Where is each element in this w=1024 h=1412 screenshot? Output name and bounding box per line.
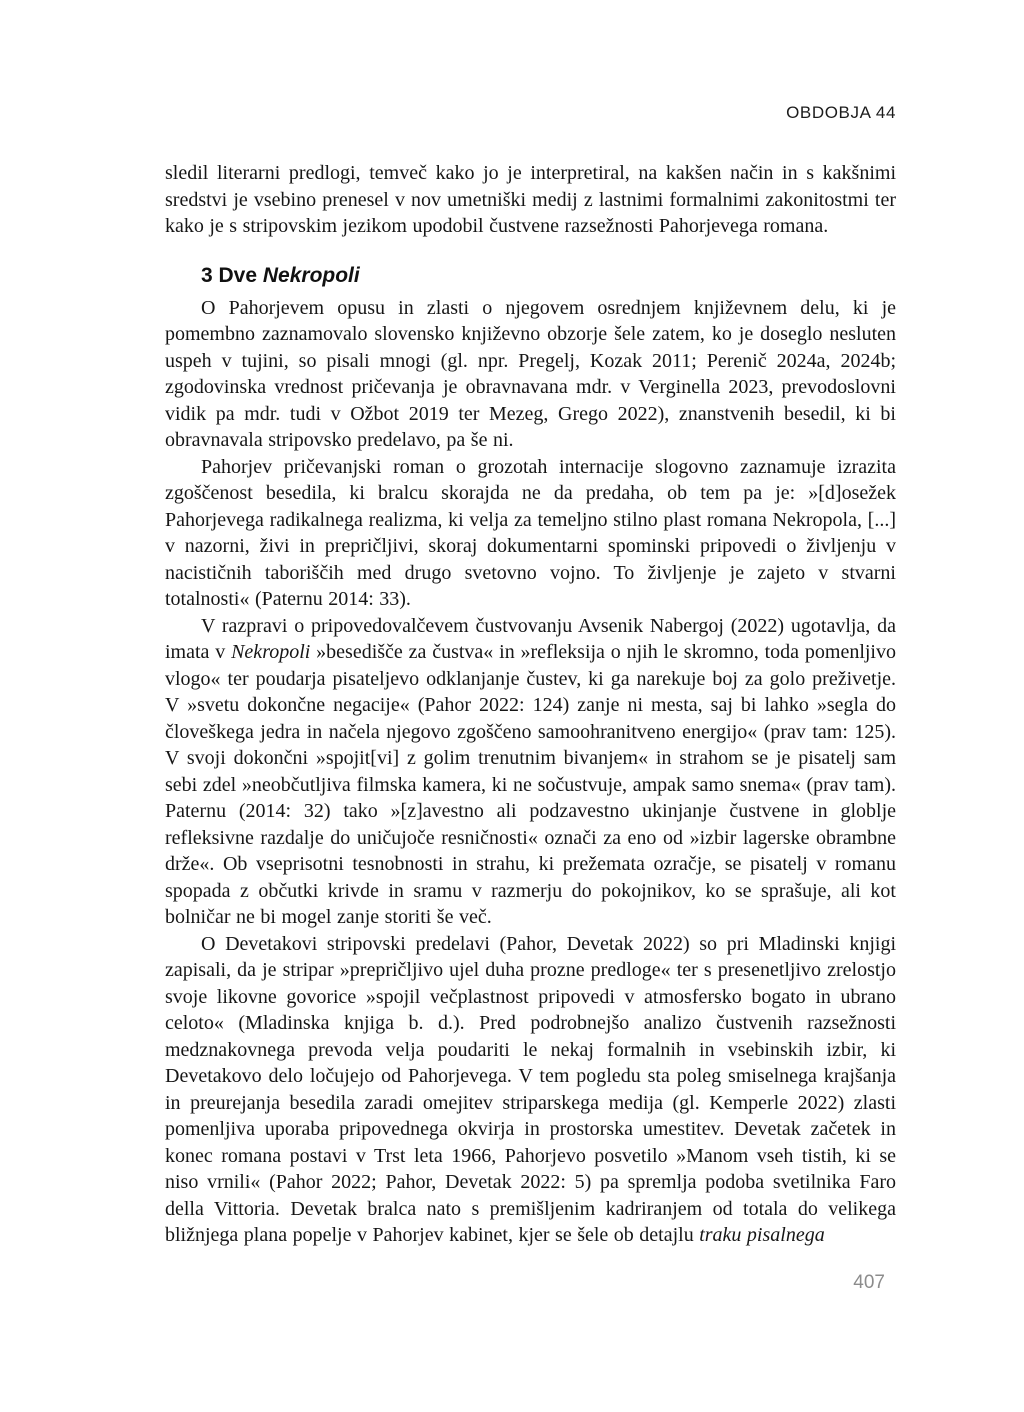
paragraph	[165, 295, 896, 454]
section-heading	[201, 263, 896, 289]
paragraph-text: Pahorjev pričevanjski roman o grozotah internacije slogovno zaznamuje izrazita zgoščenost besedila, ki bralcu skorajda ne da predaha, ob tem pa je: »[d]osežek Pahorjevega radikalnega realizma, ki velja za temeljno stilno plast romana Nekropola, [...] v nazorni, živi in prepričljivi, skoraj dokumentarni spominski pripovedi o življenju v nacističnih taboriščih med drugo svetovno vojno. To življenje je zajeto v stvarni totalnosti« (Paternu 2014: 33).	[165, 455, 896, 610]
paragraph	[165, 454, 896, 613]
paragraph-text: sledil literarni predlogi, temveč kako jo je interpretiral, na kakšen način in s kakšnimi sredstvi je vsebino prenesel v nov umetniški medij z lastnimi formalnimi zakonitostmi ter kako je s stripovskim jezikom upodobil čustvene razsežnosti Pahorjevega romana.	[165, 162, 896, 237]
article-body	[165, 160, 896, 1249]
paragraph	[165, 931, 896, 1249]
paragraph-text: O Devetakovi stripovski predelavi (Pahor, Devetak 2022) so pri Mladinski knjigi zapisali, da je stripar »prepričljivo ujel duha prozne predloge« ter s presenetljivo zrelostjo svoje likovne govorice »spojil večplastnost pripovedi v atmosfersko bogato in ubrano celoto« (Mladinska knjiga b. d.). Pred podrobnejšo analizo čustvenih razsežnosti medznakovnega prevoda velja poudariti le nekaj formalnih in vsebinskih izbir, ki Devetakovo delo ločujejo od Pahorjevega. V tem pogledu sta poleg smiselnega krajšanja in preurejanja besedila zaradi omejitev striparskega medija (gl. Kemperle 2022) zlasti pomenljiva uporaba pripovednega okvirja in prostorska umestitev. Devetak začetek in konec romana postavi v Trst leta 1966, Pahorjevo posvetilo »Manom vseh tistih, ki se niso vrnili« (Pahor 2022; Pahor, Devetak 2022: 5) pa spremlja podoba svetilnika Faro della Vittoria. Devetak bralca nato s premišljenim kadriranjem od totala do velikega bližnjega plana popelje v Pahorjev kabinet, kjer se šele ob detajlu	[165, 932, 896, 1246]
paragraph-text: »besedišče za čustva« in »refleksija o njih le skromno, toda pomenljivo vlogo« ter poudarja pisateljevo odklanjanje čustev, ki ga narekuje boj za golo preživetje. V »svetu dokončne negacije« (Pahor 2022: 124) zanje ni mesta, saj bi lahko »segla do človeškega jedra in načela njegovo zgoščeno samoohranitveno energijo« (prav tam: 125). V svoji dokončni »spojit[vi] z golim trenutnim bivanjem« in strahom se je pisatelj sam sebi zdel »neobčutljiva filmska kamera, ki ne sočustvuje, ampak samo snema« (prav tam). Paternu (2014: 32) tako »[z]avestno ali podzavestno ukinjanje čustvene in globlje refleksivne razdalje do uničujoče resničnosti« označi za eno od »izbir lagerske obrambne drže«. Ob vseprisotni tesnobnosti in strahu, ki prežemata ozračje, se pisatelj v romanu spopada z občutki krivde in sramu v razmerju do pokojnikov, ko se sprašuje, ali kot bolničar ne bi mogel zanje storiti še več.	[165, 641, 896, 928]
running-head: OBDOBJA 44	[786, 103, 896, 122]
paragraph-text: V razpravi o pripovedovalčevem čustvovanju Avsenik Nabergoj (2022) ugotavlja, da imata v	[165, 614, 896, 663]
page-number: 407	[853, 1272, 885, 1293]
paragraph-text: O Pahorjevem opusu in zlasti o njegovem osrednjem književnem delu, ki je pomembno zaznamovalo slovensko književno obzorje šele zatem, ko je doseglo nesluten uspeh v tujini, so pisali mnogi (gl. npr. Pregelj, Kozak 2011; Perenič 2024a, 2024b; zgodovinska vrednost pričevanja je obravnavana mdr. v Verginella 2023, prevodoslovni vidik pa mdr. tudi v Ožbot 2019 ter Mezeg, Grego 2022), znanstvenih besedil, ki bi obravnavala stripovsko predelavo, pa še ni.	[165, 296, 896, 451]
paragraph	[165, 160, 896, 240]
paragraph-text: traku pisalnega	[699, 1224, 825, 1246]
paragraph-text: Nekropoli	[231, 641, 311, 663]
heading-text: 3 Dve	[201, 263, 263, 287]
heading-text: Nekropoli	[262, 263, 360, 287]
paragraph	[165, 613, 896, 931]
